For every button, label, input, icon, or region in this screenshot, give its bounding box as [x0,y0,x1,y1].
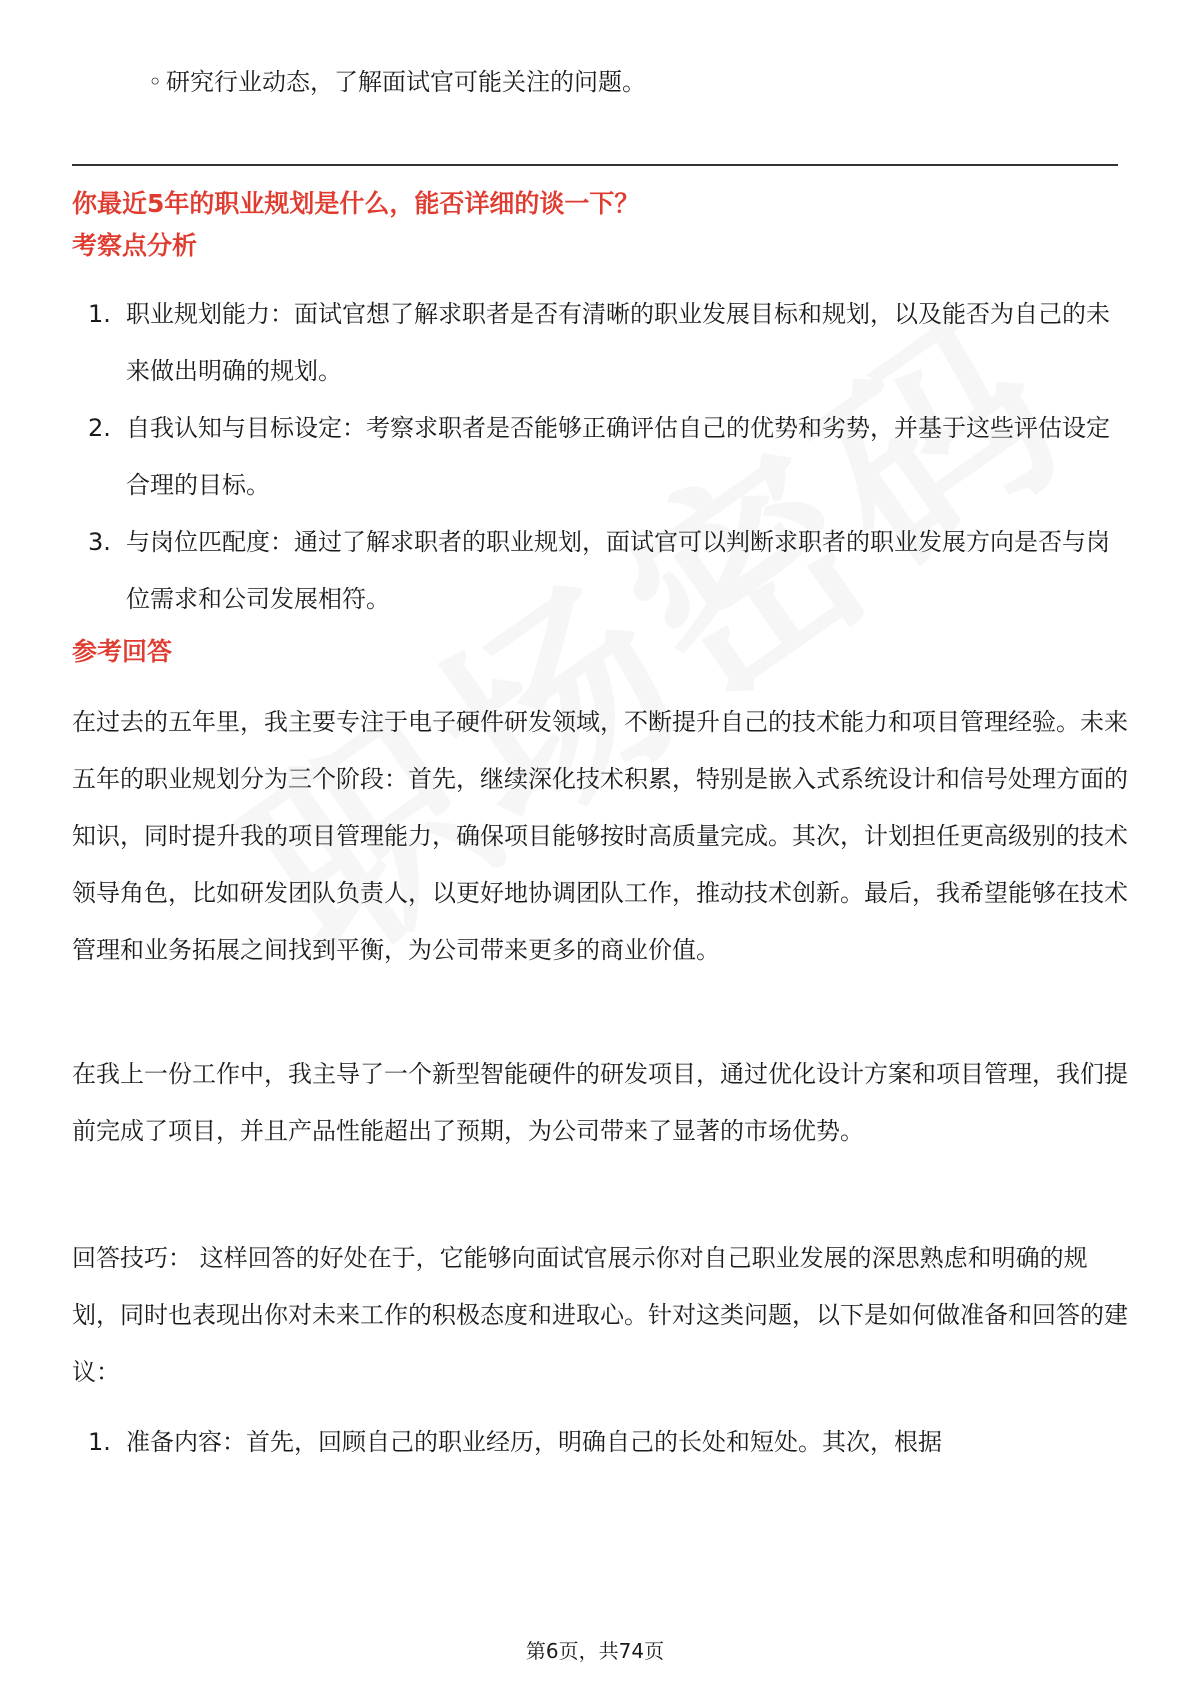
list-item [72,286,1122,400]
tips-list [72,1414,1122,1471]
list-item [72,514,1122,628]
list-item-text: 自我认知与目标设定：考察求职者是否能够正确评估自己的优势和劣势，并基于这些评估设定合理的目标。 [126,414,1110,499]
list-item-text: 与岗位匹配度：通过了解求职者的职业规划，面试官可以判断求职者的职业发展方向是否与岗位需求和公司发展相符。 [126,528,1110,613]
analysis-list [72,286,1122,628]
bullet-item [148,62,646,102]
list-item [72,400,1122,514]
hollow-bullet-icon: ◦ [148,68,163,96]
list-number: 3. [88,528,111,556]
list-item-text: 准备内容：首先，回顾自己的职业经历，明确自己的长处和短处。其次，根据 [126,1428,942,1456]
answer-paragraph: 在过去的五年里，我主要专注于电子硬件研发领域，不断提升自己的技术能力和项目管理经验。未来五年的职业规划分为三个阶段：首先，继续深化技术积累，特别是嵌入式系统设计和信号处理方面的知识，同时提升我的项目管理能力，确保项目能够按时高质量完成。其次，计划担任更高级别的技术领导角色，比如研发团队负责人，以更好地协调团队工作，推动技术创新。最后，我希望能够在技术管理和业务拓展之间找到平衡，为公司带来更多的商业价值。 [72,708,1128,964]
horizontal-divider [72,164,1118,166]
list-item [72,1414,1122,1471]
answer-heading: 参考回答 [72,637,173,666]
page-number-footer: 第6页，共74页 [525,1639,665,1663]
answer-tips-paragraph: 回答技巧： 这样回答的好处在于，它能够向面试官展示你对自己职业发展的深思熟虑和明确的规划，同时也表现出你对未来工作的积极态度和进取心。针对这类问题，以下是如何做准备和回答的建议： [72,1244,1128,1386]
bullet-item-text: 研究行业动态，了解面试官可能关注的问题。 [166,68,646,96]
question-heading: 你最近5年的职业规划是什么，能否详细的谈一下？ [72,189,640,218]
list-number: 1. [88,1428,111,1456]
list-number: 1. [88,300,111,328]
analysis-heading: 考察点分析 [72,231,198,260]
answer-paragraph: 在我上一份工作中，我主导了一个新型智能硬件的研发项目，通过优化设计方案和项目管理，我们提前完成了项目，并且产品性能超出了预期，为公司带来了显著的市场优势。 [72,1060,1128,1145]
list-number: 2. [88,414,111,442]
list-item-text: 职业规划能力：面试官想了解求职者是否有清晰的职业发展目标和规划，以及能否为自己的未来做出明确的规划。 [126,300,1110,385]
